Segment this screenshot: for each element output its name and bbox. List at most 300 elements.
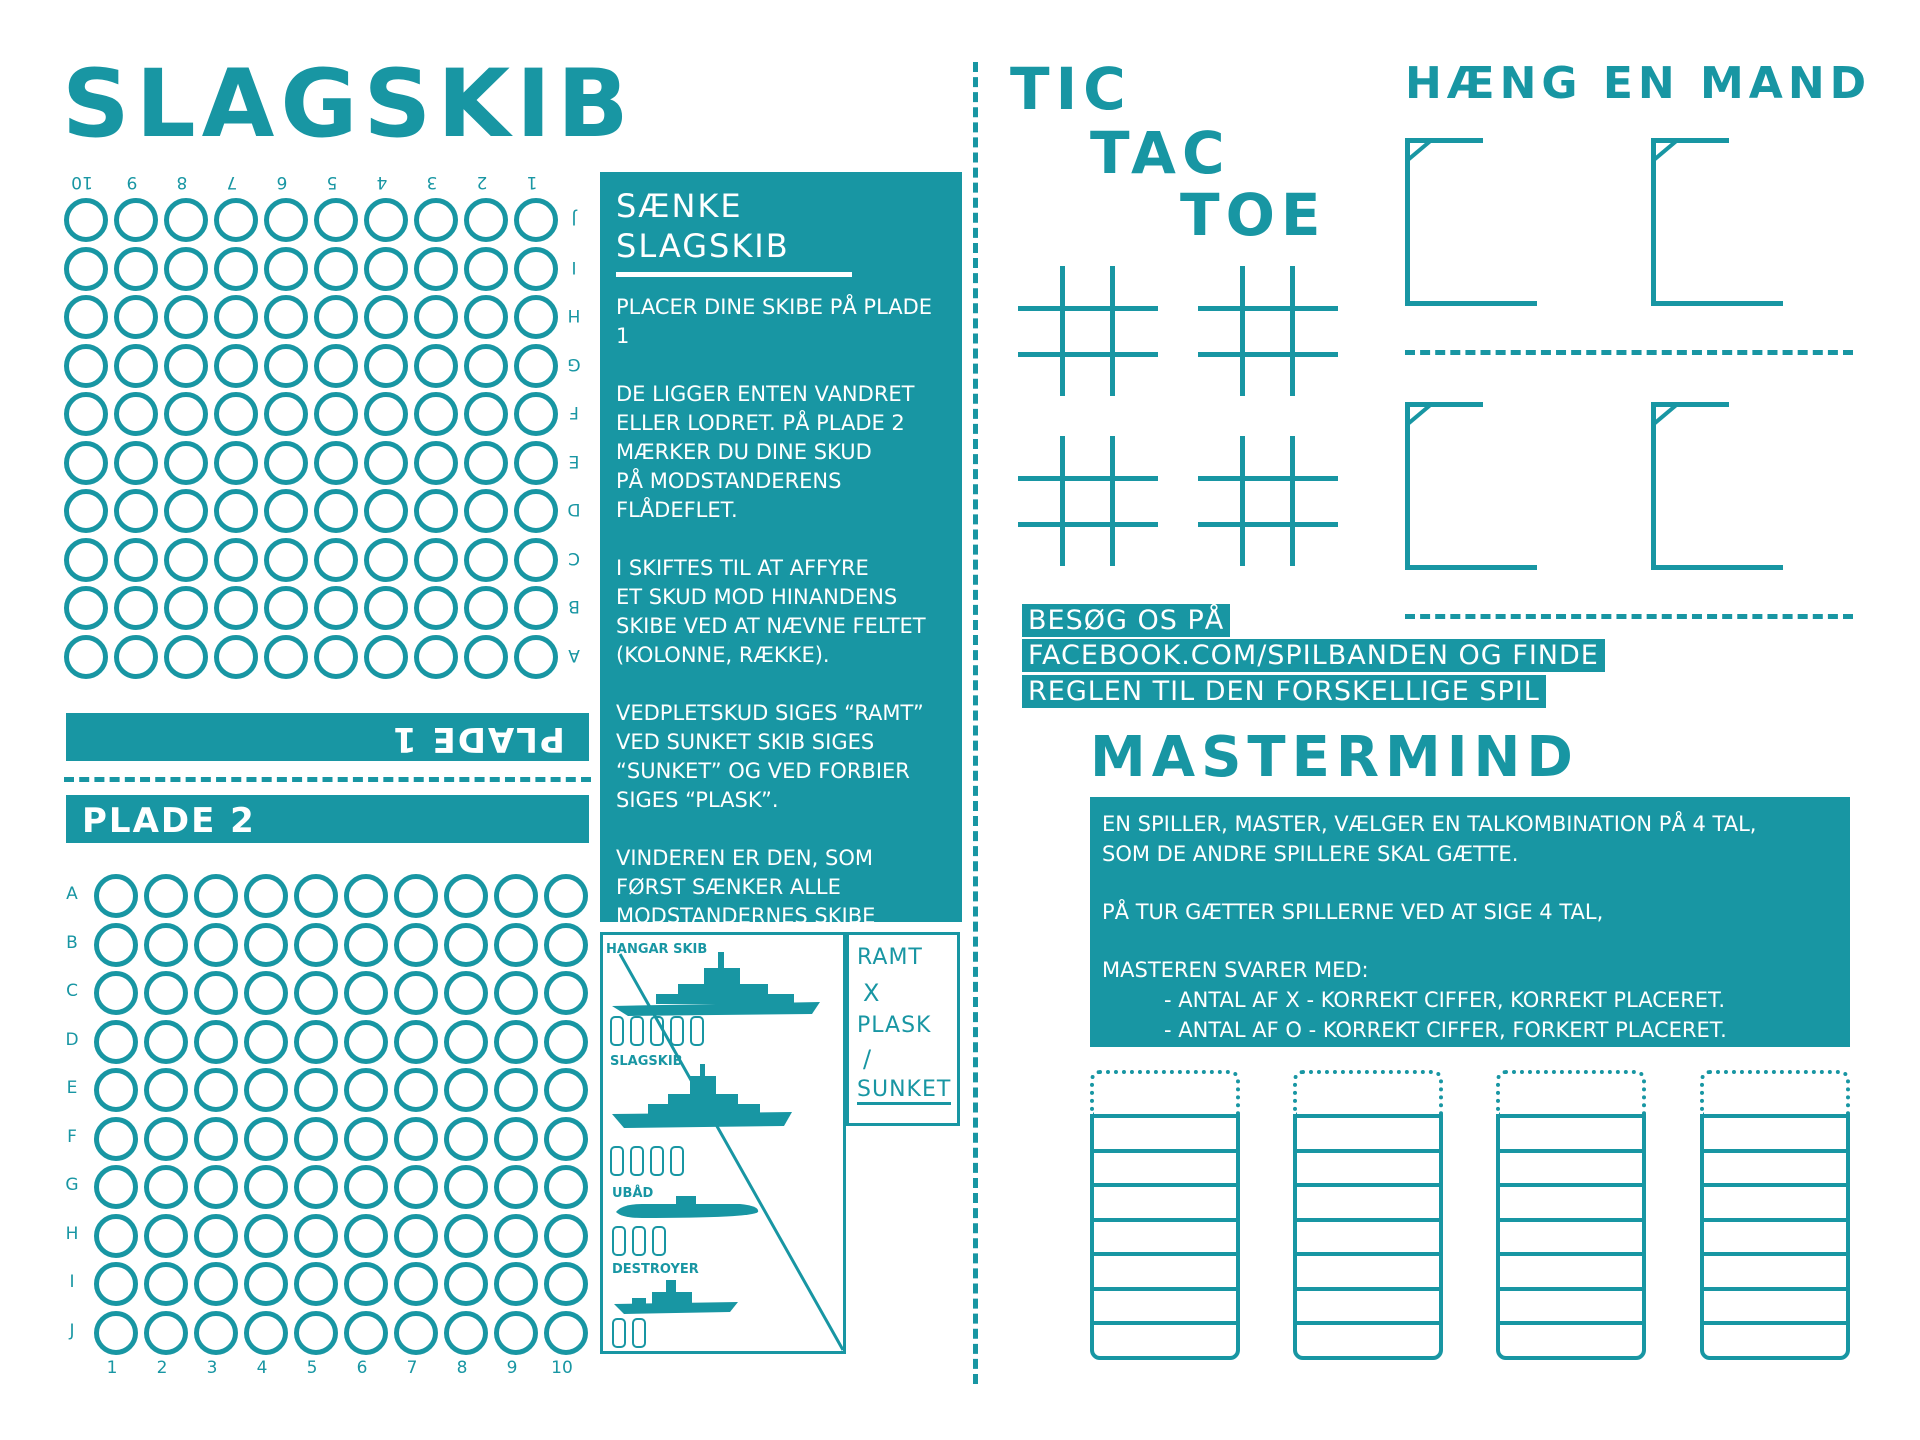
grid-cell-circle[interactable] — [514, 441, 558, 485]
grid-cell-circle[interactable] — [444, 1068, 488, 1112]
grid-cell-circle[interactable] — [164, 538, 208, 582]
grid-cell-circle[interactable] — [94, 1311, 138, 1355]
grid-cell-circle[interactable] — [414, 392, 458, 436]
mastermind-code-slot[interactable] — [1293, 1070, 1443, 1114]
mastermind-guess-row[interactable] — [1704, 1325, 1846, 1356]
grid-cell-circle[interactable] — [94, 923, 138, 967]
grid-cell-circle[interactable] — [464, 441, 508, 485]
grid-cell-circle[interactable] — [464, 635, 508, 679]
mastermind-guess-row[interactable] — [1297, 1222, 1439, 1257]
grid-cell-circle[interactable] — [444, 1117, 488, 1161]
grid-cell-circle[interactable] — [144, 1117, 188, 1161]
grid-cell-circle[interactable] — [244, 1311, 288, 1355]
grid-cell-circle[interactable] — [114, 295, 158, 339]
grid-cell-circle[interactable] — [264, 344, 308, 388]
ship-slagskib-label: SLAGSKIB — [610, 1054, 683, 1069]
mastermind-guess-row[interactable] — [1297, 1256, 1439, 1291]
grid-cell-circle[interactable] — [214, 198, 258, 242]
grid-cell-circle[interactable] — [314, 489, 358, 533]
grid-cell-circle[interactable] — [294, 1020, 338, 1064]
mastermind-guess-row[interactable] — [1297, 1187, 1439, 1222]
mastermind-code-slot[interactable] — [1496, 1070, 1646, 1114]
grid-cell-circle[interactable] — [514, 538, 558, 582]
grid-cell-circle[interactable] — [64, 586, 108, 630]
grid-cell-circle[interactable] — [294, 923, 338, 967]
grid-cell-circle[interactable] — [244, 874, 288, 918]
rules-paragraph-3: I SKIFTES TIL AT AFFYRE ET SKUD MOD HINANDENS SKIBE VED AT NÆVNE FELTET (KOLONNE, RÆKKE). — [616, 556, 926, 667]
mastermind-guess-row[interactable] — [1704, 1153, 1846, 1188]
mastermind-guess-column — [1293, 1070, 1443, 1360]
grid-cell-circle[interactable] — [444, 1262, 488, 1306]
grid-cell-circle[interactable] — [544, 1311, 588, 1355]
mastermind-paragraph-4: - ANTAL AF X - KORREKT CIFFER, KORREKT PLACERET. — [1164, 988, 1726, 1012]
grid-cell-circle[interactable] — [314, 586, 358, 630]
grid-cell-circle[interactable] — [494, 1068, 538, 1112]
grid-cell-circle[interactable] — [264, 538, 308, 582]
mastermind-rules-panel — [1090, 797, 1850, 1047]
grid-cell-circle[interactable] — [414, 635, 458, 679]
grid-cell-circle[interactable] — [94, 1214, 138, 1258]
bottom-row-letter: J — [69, 1320, 75, 1341]
grid-cell-circle[interactable] — [444, 1311, 488, 1355]
grid-cell-circle[interactable] — [544, 1214, 588, 1258]
grid-cell-circle[interactable] — [294, 1117, 338, 1161]
mastermind-guess-row[interactable] — [1500, 1325, 1642, 1356]
mastermind-guess-row[interactable] — [1297, 1153, 1439, 1188]
mastermind-guess-row[interactable] — [1500, 1153, 1642, 1188]
grid-cell-circle[interactable] — [194, 923, 238, 967]
grid-cell-circle[interactable] — [264, 586, 308, 630]
grid-cell-circle[interactable] — [364, 635, 408, 679]
mastermind-guess-row[interactable] — [1704, 1222, 1846, 1257]
grid-cell-circle[interactable] — [164, 635, 208, 679]
grid-cell-circle[interactable] — [494, 1117, 538, 1161]
grid-cell-circle[interactable] — [64, 198, 108, 242]
mastermind-guess-row[interactable] — [1094, 1153, 1236, 1188]
rules-title-underline — [616, 272, 852, 277]
grid-cell-circle[interactable] — [64, 635, 108, 679]
plade1-bar — [66, 713, 589, 761]
grid-cell-circle[interactable] — [94, 1117, 138, 1161]
ship-destroyer-label: DESTROYER — [612, 1262, 699, 1277]
grid-cell-circle[interactable] — [264, 489, 308, 533]
grid-cell-circle[interactable] — [64, 344, 108, 388]
grid-cell-circle[interactable] — [444, 971, 488, 1015]
grid-cell-circle[interactable] — [214, 635, 258, 679]
grid-cell-circle[interactable] — [514, 489, 558, 533]
grid-cell-circle[interactable] — [114, 635, 158, 679]
bottom-column-number: 7 — [406, 1358, 418, 1378]
tictactoe-line2: TAC — [1090, 119, 1231, 187]
grid-cell-circle[interactable] — [164, 344, 208, 388]
grid-cell-circle[interactable] — [214, 489, 258, 533]
grid-cell-circle[interactable] — [244, 1117, 288, 1161]
bottom-row-letter: D — [65, 1029, 79, 1050]
mastermind-paragraph-2: PÅ TUR GÆTTER SPILLERNE VED AT SIGE 4 TAL, — [1102, 900, 1604, 924]
grid-cell-circle[interactable] — [394, 1311, 438, 1355]
facebook-line2: FACEBOOK.COM/SPILBANDEN OG FINDE — [1022, 639, 1605, 672]
grid-cell-circle[interactable] — [344, 1165, 388, 1209]
grid-cell-circle[interactable] — [144, 1020, 188, 1064]
grid-cell-circle[interactable] — [414, 295, 458, 339]
grid-cell-circle[interactable] — [164, 247, 208, 291]
mastermind-guess-row[interactable] — [1297, 1325, 1439, 1356]
grid-cell-circle[interactable] — [114, 586, 158, 630]
grid-cell-circle[interactable] — [314, 392, 358, 436]
mastermind-guess-row[interactable] — [1094, 1325, 1236, 1356]
grid-cell-circle[interactable] — [114, 198, 158, 242]
grid-cell-circle[interactable] — [64, 295, 108, 339]
grid-cell-circle[interactable] — [444, 1214, 488, 1258]
grid-cell-circle[interactable] — [494, 1311, 538, 1355]
grid-cell-circle[interactable] — [244, 1165, 288, 1209]
grid-cell-circle[interactable] — [494, 923, 538, 967]
grid-cell-circle[interactable] — [144, 1311, 188, 1355]
grid-cell-circle[interactable] — [244, 1068, 288, 1112]
grid-cell-circle[interactable] — [164, 441, 208, 485]
grid-cell-circle[interactable] — [544, 1165, 588, 1209]
grid-cell-circle[interactable] — [544, 923, 588, 967]
tictactoe-board[interactable] — [1198, 266, 1338, 396]
grid-cell-circle[interactable] — [114, 489, 158, 533]
bottom-column-number: 2 — [156, 1358, 168, 1378]
grid-cell-circle[interactable] — [364, 344, 408, 388]
grid-cell-circle[interactable] — [144, 1068, 188, 1112]
grid-cell-circle[interactable] — [464, 198, 508, 242]
grid-cell-circle[interactable] — [344, 1020, 388, 1064]
top-column-number: 6 — [276, 172, 288, 192]
mastermind-guess-row[interactable] — [1500, 1222, 1642, 1257]
grid-cell-circle[interactable] — [94, 1262, 138, 1306]
board-divider — [64, 777, 591, 782]
mastermind-paragraph-1: EN SPILLER, MASTER, VÆLGER EN TALKOMBINATION PÅ 4 TAL, SOM DE ANDRE SPILLERE SKAL GÆTTE. — [1102, 812, 1757, 866]
mastermind-guess-row[interactable] — [1704, 1187, 1846, 1222]
grid-cell-circle[interactable] — [64, 247, 108, 291]
grid-cell-circle[interactable] — [394, 1020, 438, 1064]
hangar-ship-icon — [608, 950, 828, 1020]
grid-cell-circle[interactable] — [144, 923, 188, 967]
grid-cell-circle[interactable] — [344, 1311, 388, 1355]
grid-cell-circle[interactable] — [144, 971, 188, 1015]
grid-cell-circle[interactable] — [214, 392, 258, 436]
grid-cell-circle[interactable] — [514, 586, 558, 630]
grid-cell-circle[interactable] — [194, 1165, 238, 1209]
grid-cell-circle[interactable] — [414, 441, 458, 485]
rules-title-line1: SÆNKE — [616, 187, 743, 225]
grid-cell-circle[interactable] — [344, 1068, 388, 1112]
mastermind-guess-row[interactable] — [1704, 1291, 1846, 1326]
grid-cell-circle[interactable] — [414, 538, 458, 582]
grid-cell-circle[interactable] — [344, 1262, 388, 1306]
grid-cell-circle[interactable] — [544, 971, 588, 1015]
tictactoe-board[interactable] — [1018, 436, 1158, 566]
grid-cell-circle[interactable] — [364, 586, 408, 630]
grid-cell-circle[interactable] — [544, 1262, 588, 1306]
mastermind-guess-column — [1090, 1070, 1240, 1360]
grid-cell-circle[interactable] — [344, 923, 388, 967]
grid-cell-circle[interactable] — [464, 344, 508, 388]
hangman-divider-2 — [1405, 614, 1853, 619]
grid-cell-circle[interactable] — [214, 295, 258, 339]
tictactoe-line3: TOE — [1180, 181, 1327, 249]
grid-cell-circle[interactable] — [194, 1262, 238, 1306]
plade2-bar — [66, 795, 589, 843]
bottom-row-letter: B — [66, 932, 78, 953]
grid-cell-circle[interactable] — [414, 247, 458, 291]
grid-cell-circle[interactable] — [394, 1165, 438, 1209]
grid-cell-circle[interactable] — [364, 538, 408, 582]
destroyer-icon — [612, 1276, 742, 1316]
grid-cell-circle[interactable] — [64, 441, 108, 485]
grid-cell-circle[interactable] — [114, 392, 158, 436]
battleship-rules-panel — [600, 172, 962, 928]
grid-cell-circle[interactable] — [294, 1068, 338, 1112]
grid-cell-circle[interactable] — [114, 441, 158, 485]
top-column-number: 7 — [226, 172, 238, 192]
mastermind-guess-column — [1700, 1070, 1850, 1360]
plade2-label: PLADE 2 — [82, 801, 256, 841]
grid-cell-circle[interactable] — [364, 441, 408, 485]
grid-cell-circle[interactable] — [464, 392, 508, 436]
hangman-gallows — [1651, 402, 1783, 572]
tictactoe-board[interactable] — [1198, 436, 1338, 566]
grid-cell-circle[interactable] — [414, 198, 458, 242]
grid-cell-circle[interactable] — [494, 971, 538, 1015]
top-column-number: 1 — [526, 172, 538, 192]
grid-cell-circle[interactable] — [514, 295, 558, 339]
mastermind-guess-row[interactable] — [1094, 1222, 1236, 1257]
grid-cell-circle[interactable] — [514, 392, 558, 436]
grid-cell-circle[interactable] — [64, 392, 108, 436]
grid-cell-circle[interactable] — [114, 344, 158, 388]
top-column-number: 5 — [326, 172, 338, 192]
mastermind-guess-row[interactable] — [1094, 1118, 1236, 1153]
grid-cell-circle[interactable] — [314, 295, 358, 339]
hangman-title: HÆNG EN MAND — [1405, 58, 1872, 109]
mastermind-guess-row[interactable] — [1094, 1291, 1236, 1326]
grid-cell-circle[interactable] — [94, 1165, 138, 1209]
bottom-column-number: 8 — [456, 1358, 468, 1378]
top-row-letter: F — [569, 402, 579, 422]
grid-cell-circle[interactable] — [214, 538, 258, 582]
top-column-number: 2 — [476, 172, 488, 192]
grid-cell-circle[interactable] — [164, 198, 208, 242]
grid-cell-circle[interactable] — [394, 923, 438, 967]
grid-cell-circle[interactable] — [264, 198, 308, 242]
grid-cell-circle[interactable] — [64, 538, 108, 582]
mastermind-guess-row[interactable] — [1500, 1187, 1642, 1222]
grid-cell-circle[interactable] — [144, 874, 188, 918]
grid-cell-circle[interactable] — [464, 586, 508, 630]
mastermind-guess-row[interactable] — [1500, 1291, 1642, 1326]
tictactoe-board[interactable] — [1018, 266, 1158, 396]
grid-cell-circle[interactable] — [544, 1068, 588, 1112]
grid-cell-circle[interactable] — [344, 971, 388, 1015]
grid-cell-circle[interactable] — [464, 489, 508, 533]
slagskib-title: SLAGSKIB — [62, 50, 635, 159]
mastermind-guess-row[interactable] — [1704, 1256, 1846, 1291]
grid-cell-circle[interactable] — [314, 635, 358, 679]
grid-cell-circle[interactable] — [444, 1165, 488, 1209]
grid-cell-circle[interactable] — [294, 874, 338, 918]
grid-cell-circle[interactable] — [494, 1165, 538, 1209]
rules-title-line2: SLAGSKIB — [616, 227, 790, 265]
grid-cell-circle[interactable] — [264, 392, 308, 436]
grid-cell-circle[interactable] — [164, 586, 208, 630]
mastermind-guess-row[interactable] — [1297, 1118, 1439, 1153]
top-column-number: 9 — [126, 172, 138, 192]
plade1-label: PLADE 1 — [391, 719, 565, 759]
grid-cell-circle[interactable] — [344, 874, 388, 918]
top-column-number: 10 — [71, 172, 93, 192]
grid-cell-circle[interactable] — [94, 1068, 138, 1112]
grid-cell-circle[interactable] — [514, 635, 558, 679]
hangar-peg-slots — [610, 1016, 704, 1046]
grid-cell-circle[interactable] — [514, 344, 558, 388]
top-row-letter: G — [567, 353, 581, 374]
grid-cell-circle[interactable] — [444, 874, 488, 918]
grid-cell-circle[interactable] — [514, 247, 558, 291]
grid-cell-circle[interactable] — [364, 247, 408, 291]
grid-cell-circle[interactable] — [294, 1214, 338, 1258]
grid-cell-circle[interactable] — [314, 344, 358, 388]
grid-cell-circle[interactable] — [94, 971, 138, 1015]
grid-cell-circle[interactable] — [164, 392, 208, 436]
grid-cell-circle[interactable] — [194, 1020, 238, 1064]
grid-cell-circle[interactable] — [294, 1165, 338, 1209]
legend-ramt: RAMT — [857, 945, 923, 970]
grid-cell-circle[interactable] — [64, 489, 108, 533]
hangman-gallows — [1651, 138, 1783, 308]
top-column-number: 4 — [376, 172, 388, 192]
grid-cell-circle[interactable] — [244, 1214, 288, 1258]
grid-cell-circle[interactable] — [494, 1214, 538, 1258]
grid-cell-circle[interactable] — [114, 538, 158, 582]
grid-cell-circle[interactable] — [314, 247, 358, 291]
grid-cell-circle[interactable] — [494, 1262, 538, 1306]
grid-cell-circle[interactable] — [364, 295, 408, 339]
grid-cell-circle[interactable] — [264, 441, 308, 485]
grid-cell-circle[interactable] — [194, 1068, 238, 1112]
grid-cell-circle[interactable] — [314, 441, 358, 485]
grid-cell-circle[interactable] — [264, 295, 308, 339]
grid-cell-circle[interactable] — [164, 295, 208, 339]
grid-cell-circle[interactable] — [214, 441, 258, 485]
grid-cell-circle[interactable] — [244, 971, 288, 1015]
grid-cell-circle[interactable] — [144, 1214, 188, 1258]
grid-cell-circle[interactable] — [364, 392, 408, 436]
grid-cell-circle[interactable] — [194, 874, 238, 918]
grid-cell-circle[interactable] — [294, 1262, 338, 1306]
grid-cell-circle[interactable] — [344, 1117, 388, 1161]
bottom-row-letter: E — [66, 1078, 78, 1098]
bottom-row-letter: H — [65, 1223, 79, 1244]
grid-cell-circle[interactable] — [194, 1214, 238, 1258]
top-row-letter: H — [567, 305, 581, 325]
grid-cell-circle[interactable] — [264, 635, 308, 679]
rules-paragraph-5: VINDEREN ER DEN, SOM FØRST SÆNKER ALLE MODSTANDERNES SKIBE — [616, 846, 876, 928]
grid-cell-circle[interactable] — [294, 1311, 338, 1355]
grid-cell-circle[interactable] — [414, 586, 458, 630]
bottom-column-number: 3 — [206, 1358, 218, 1378]
facebook-line1: BESØG OS PÅ — [1022, 604, 1230, 637]
grid-cell-circle[interactable] — [394, 1214, 438, 1258]
grid-cell-circle[interactable] — [494, 1020, 538, 1064]
mastermind-guess-row[interactable] — [1704, 1118, 1846, 1153]
top-column-number: 3 — [426, 172, 438, 192]
grid-cell-circle[interactable] — [514, 198, 558, 242]
grid-cell-circle[interactable] — [194, 1117, 238, 1161]
grid-cell-circle[interactable] — [394, 1262, 438, 1306]
grid-cell-circle[interactable] — [344, 1214, 388, 1258]
mastermind-guess-row[interactable] — [1094, 1256, 1236, 1291]
grid-cell-circle[interactable] — [144, 1165, 188, 1209]
top-row-letter: B — [568, 596, 580, 616]
hangman-gallows — [1405, 402, 1537, 572]
mastermind-guess-row[interactable] — [1094, 1187, 1236, 1222]
mastermind-guess-row[interactable] — [1500, 1118, 1642, 1153]
grid-cell-circle[interactable] — [364, 198, 408, 242]
grid-cell-circle[interactable] — [444, 1020, 488, 1064]
grid-cell-circle[interactable] — [314, 198, 358, 242]
grid-cell-circle[interactable] — [314, 538, 358, 582]
grid-cell-circle[interactable] — [264, 247, 308, 291]
bottom-row-letter: F — [67, 1126, 77, 1147]
mastermind-paragraph-5: - ANTAL AF O - KORREKT CIFFER, FORKERT PLACERET. — [1164, 1018, 1727, 1042]
grid-cell-circle[interactable] — [464, 295, 508, 339]
grid-cell-circle[interactable] — [544, 874, 588, 918]
ship-ubaad-label: UBÅD — [612, 1186, 654, 1201]
grid-cell-circle[interactable] — [394, 1117, 438, 1161]
grid-cell-circle[interactable] — [544, 1117, 588, 1161]
grid-cell-circle[interactable] — [444, 923, 488, 967]
grid-cell-circle[interactable] — [214, 247, 258, 291]
mastermind-code-slot[interactable] — [1090, 1070, 1240, 1114]
grid-cell-circle[interactable] — [414, 344, 458, 388]
grid-cell-circle[interactable] — [414, 489, 458, 533]
grid-cell-circle[interactable] — [394, 874, 438, 918]
grid-cell-circle[interactable] — [94, 874, 138, 918]
mastermind-guess-row[interactable] — [1297, 1291, 1439, 1326]
grid-cell-circle[interactable] — [214, 586, 258, 630]
grid-cell-circle[interactable] — [244, 923, 288, 967]
grid-cell-circle[interactable] — [194, 1311, 238, 1355]
grid-cell-circle[interactable] — [494, 874, 538, 918]
submarine-peg-slots — [612, 1226, 666, 1256]
grid-cell-circle[interactable] — [214, 344, 258, 388]
grid-cell-circle[interactable] — [464, 538, 508, 582]
grid-cell-circle[interactable] — [364, 489, 408, 533]
grid-cell-circle[interactable] — [94, 1020, 138, 1064]
grid-cell-circle[interactable] — [244, 1020, 288, 1064]
mastermind-code-slot[interactable] — [1700, 1070, 1850, 1114]
grid-cell-circle[interactable] — [544, 1020, 588, 1064]
grid-cell-circle[interactable] — [394, 971, 438, 1015]
mastermind-paragraph-3: MASTEREN SVARER MED: — [1102, 958, 1369, 982]
mastermind-guess-row[interactable] — [1500, 1256, 1642, 1291]
plade2-grid — [94, 874, 594, 1359]
top-row-letter: E — [568, 450, 580, 471]
grid-cell-circle[interactable] — [144, 1262, 188, 1306]
grid-cell-circle[interactable] — [464, 247, 508, 291]
grid-cell-circle[interactable] — [114, 247, 158, 291]
tictactoe-line1: TIC — [1010, 55, 1132, 123]
grid-cell-circle[interactable] — [164, 489, 208, 533]
grid-cell-circle[interactable] — [194, 971, 238, 1015]
grid-cell-circle[interactable] — [394, 1068, 438, 1112]
grid-cell-circle[interactable] — [244, 1262, 288, 1306]
grid-cell-circle[interactable] — [294, 971, 338, 1015]
